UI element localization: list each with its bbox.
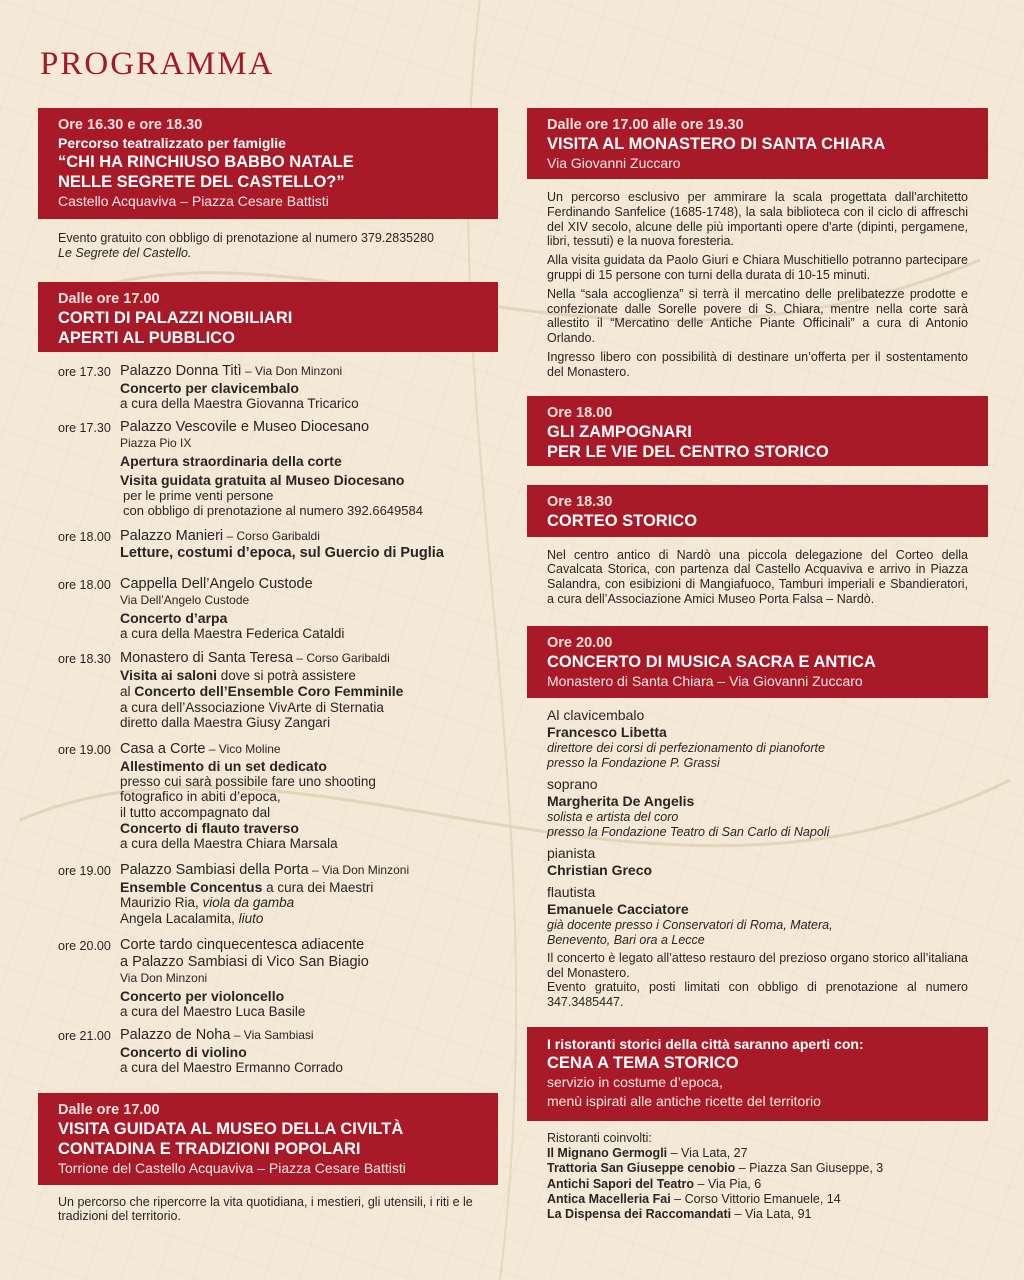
activity-detail: diretto dalla Maestra Giusy Zangari	[120, 715, 331, 731]
event-header-concerto	[527, 626, 988, 698]
performer-role: pianista	[547, 844, 596, 861]
restaurant-list	[527, 1131, 988, 1222]
performer-name: Margherita De Angelis	[547, 792, 695, 809]
performer-role: Al clavicembalo	[547, 706, 645, 723]
activity-detail: presso cui sarà possibile fare uno shooting	[120, 773, 376, 789]
event-detail: servizio in costume d’epoca,	[547, 1073, 723, 1090]
event-description: Un percorso che ripercorre la vita quotidiana, i mestieri, gli utensili, i riti e le tradizioni del territorio.	[58, 1194, 473, 1224]
performer-name: Emanuele Cacciatore	[547, 900, 689, 917]
restaurant-name: Antica Macelleria Fai	[547, 1191, 671, 1206]
event-title-line: CONTADINA E TRADIZIONI POPOLARI	[58, 1139, 361, 1158]
event-detail: menù ispirati alle antiche ricette del territorio	[547, 1092, 821, 1109]
restaurant-list-label: Ristoranti coinvolti:	[547, 1130, 652, 1145]
performer-description: direttore dei corsi di perfezionamento di pianoforte	[547, 740, 825, 755]
list-item	[547, 1177, 968, 1192]
performer-name: Maurizio Ria,	[120, 895, 203, 911]
event-time: ore 21.00	[58, 1028, 111, 1043]
event-header-santa-chiara	[527, 108, 988, 179]
event-time: ore 19.00	[58, 863, 111, 878]
performer-role: soprano	[547, 775, 598, 792]
event-time: Ore 20.00	[547, 634, 613, 651]
performer-item	[527, 776, 988, 840]
list-item	[547, 1192, 968, 1207]
event-description: Un percorso esclusivo per ammirare la scala progettata dall'architetto Ferdinando Sanfelice (1685-1748), la sala biblioteca con il ciclo di affreschi del XIV secolo, alcune delle più importanti opere d'arte (dipinti, pergamene, libri, tessuti) e la nuova foresteria.	[547, 190, 968, 249]
street-name: – Via Don Minzoni	[308, 862, 410, 877]
event-note-italic: Le Segrete del Castello.	[58, 245, 192, 260]
event-location: Torrione del Castello Acquaviva – Piazza Cesare Battisti	[58, 1159, 406, 1176]
list-item	[38, 528, 498, 576]
event-header-family-show	[38, 108, 498, 219]
event-description: Evento gratuito, posti limitati con obbligo di prenotazione al numero 347.3485447.	[547, 980, 968, 1010]
list-item	[38, 741, 498, 862]
performer-name: Christian Greco	[547, 861, 653, 878]
event-time: Dalle ore 17.00	[58, 1101, 160, 1118]
event-time: ore 19.00	[58, 742, 111, 757]
list-item	[547, 1161, 968, 1176]
event-time: ore 17.30	[58, 364, 111, 379]
performer-description: presso la Fondazione P. Grassi	[547, 755, 720, 770]
activity-title: Concerto d’arpa	[120, 609, 228, 626]
performer-role: flautista	[547, 883, 596, 900]
street-name: – Corso Garibaldi	[293, 650, 390, 665]
performer-name: Francesco Libetta	[547, 723, 667, 740]
street-name: – Corso Garibaldi	[223, 528, 320, 543]
activity-detail: dove si potrà assistere	[217, 667, 356, 683]
event-description: Il concerto è legato all’atteso restauro del prezioso organo storico all’italiana del Monastero.	[547, 950, 968, 980]
list-item	[38, 862, 498, 937]
activity-title: Visita ai saloni	[120, 666, 218, 683]
list-item	[38, 363, 498, 419]
street-name: Via Dell’Angelo Custode	[120, 592, 250, 607]
event-subtitle: Percorso teatralizzato per famiglie	[58, 135, 286, 151]
restaurant-address: – Via Lata, 27	[667, 1146, 748, 1161]
activity-detail: il tutto accompagnato dal	[120, 804, 271, 820]
street-name: Via Don Minzoni	[120, 970, 208, 985]
event-description: Nel centro antico di Nardò una piccola delegazione del Corteo della Cavalcata Storica, con partenza dal Castello Acquaviva e arrivo in Piazza Salandra, con esibizioni di Mangiafuoco, Tamburi imperiali e Sbandieratori, a cura dell’Associazione Amici Museo Porta Falsa – Nardò.	[547, 547, 968, 606]
place-name: Cappella Dell’Angelo Custode	[120, 575, 313, 592]
activity-title: Visita guidata gratuita al Museo Diocesano	[120, 471, 405, 488]
place-name: a Palazzo Sambiasi di Vico San Biagio	[120, 953, 369, 970]
performer-description: solista e artista del coro	[547, 809, 679, 824]
event-title-line: NELLE SEGRETE DEL CASTELLO?”	[58, 173, 345, 191]
activity-detail: a cura della Maestra Giovanna Tricarico	[120, 395, 359, 411]
performer-description: presso la Fondazione Teatro di San Carlo di Napoli	[547, 824, 830, 839]
performer-name: Angela Lacalamita,	[120, 910, 239, 926]
event-time: Ore 16.30 e ore 18.30	[58, 117, 203, 133]
activity-title: Concerto per violoncello	[120, 987, 285, 1004]
event-time: Ore 18.30	[547, 493, 613, 510]
event-time: ore 20.00	[58, 938, 111, 953]
activity-detail: per le prime venti persone	[123, 487, 274, 503]
performer-item	[527, 845, 988, 879]
event-description: Alla visita guidata da Paolo Giuri e Chiara Muschitiello potranno partecipare gruppi di 15 persone con turni della durata di 10-15 minuti.	[547, 253, 968, 282]
event-intro: I ristoranti storici della città saranno aperti con:	[547, 1035, 864, 1052]
restaurant-address: – Via Pia, 6	[694, 1176, 762, 1191]
activity-title: Concerto per clavicembalo	[120, 379, 299, 396]
list-item	[38, 650, 498, 741]
street-name: – Via Sambiasi	[230, 1027, 314, 1042]
event-title-line: GLI ZAMPOGNARI	[547, 422, 692, 441]
place-name: Palazzo Manieri	[120, 527, 224, 544]
activity-title: Allestimento di un set dedicato	[120, 757, 327, 774]
event-time: ore 18.00	[58, 577, 111, 592]
activity-detail: a cura dei Maestri	[262, 879, 374, 895]
event-title-line: APERTI AL PUBBLICO	[58, 328, 235, 347]
activity-detail: con obbligo di prenotazione al numero 392.6649584	[123, 502, 423, 518]
street-name: – Vico Moline	[205, 741, 281, 756]
list-item	[38, 1027, 498, 1093]
event-time: Dalle ore 17.00 alle ore 19.30	[547, 117, 744, 133]
restaurant-address: – Corso Vittorio Emanuele, 14	[670, 1191, 841, 1206]
activity-title: Apertura straordinaria della corte	[120, 452, 342, 469]
list-item	[38, 419, 498, 528]
event-location: Monastero di Santa Chiara – Via Giovanni Zuccaro	[547, 672, 863, 689]
activity-title: Ensemble Concentus	[120, 878, 263, 895]
activity-detail: a cura della Maestra Federica Cataldi	[120, 625, 345, 641]
restaurant-address: – Piazza San Giuseppe, 3	[735, 1161, 884, 1176]
event-title: CORTEO STORICO	[547, 511, 698, 530]
list-item	[38, 576, 498, 650]
restaurant-address: – Via Lata, 91	[731, 1206, 812, 1221]
event-title: VISITA AL MONASTERO DI SANTA CHIARA	[547, 135, 886, 153]
performer-item	[527, 707, 988, 771]
performer-item	[527, 884, 988, 948]
place-name: Palazzo de Noha	[120, 1026, 231, 1043]
activity-detail: fotografico in abiti d’epoca,	[120, 789, 281, 805]
list-item	[547, 1207, 968, 1222]
street-name: – Via Don Minzoni	[241, 363, 343, 378]
street-name: Piazza Pio IX	[120, 435, 192, 450]
performer-instrument: liuto	[238, 910, 264, 926]
performer-description: Benevento, Bari ora a Lecce	[547, 932, 705, 947]
activity-title: Concerto di flauto traverso	[120, 820, 299, 837]
left-column	[38, 108, 498, 1224]
event-header-zampognari	[527, 396, 988, 466]
event-title: CONCERTO DI MUSICA SACRA E ANTICA	[547, 652, 876, 671]
activity-detail: a cura del Maestro Ermanno Corrado	[120, 1059, 343, 1075]
restaurant-name: Trattoria San Giuseppe cenobio	[547, 1161, 736, 1176]
event-header-palazzi	[38, 282, 498, 352]
event-time: Dalle ore 17.00	[58, 290, 160, 307]
event-description: Ingresso libero con possibilità di destinare un’offerta per il sostentamento del Monastero.	[547, 349, 968, 379]
event-time: ore 18.00	[58, 529, 111, 544]
list-item	[38, 937, 498, 1027]
event-header-museum	[38, 1093, 498, 1185]
place-name: Palazzo Donna Titì	[120, 362, 242, 379]
activity-title: Letture, costumi d’epoca, sul Guercio di Puglia	[120, 544, 444, 561]
activity-detail: a cura della Maestra Chiara Marsala	[120, 836, 338, 852]
event-title-line: PER LE VIE DEL CENTRO STORICO	[547, 442, 829, 461]
activity-title: Concerto di violino	[120, 1043, 247, 1060]
event-note: Evento gratuito con obbligo di prenotazione al numero 379.2835280	[58, 231, 434, 245]
event-time: ore 18.30	[58, 651, 111, 666]
event-header-cena	[527, 1027, 988, 1121]
event-location: Castello Acquaviva – Piazza Cesare Battisti	[58, 193, 329, 209]
event-title: CENA A TEMA STORICO	[547, 1053, 739, 1072]
activity-title: Concerto dell’Ensemble Coro Femminile	[134, 683, 404, 700]
event-title-line: VISITA GUIDATA AL MUSEO DELLA CIVILTÀ	[58, 1119, 404, 1138]
place-name: Palazzo Vescovile e Museo Diocesano	[120, 418, 370, 435]
restaurant-name: Il Mignano Germogli	[547, 1146, 668, 1161]
page-title: PROGRAMMA	[40, 46, 275, 82]
event-location: Via Giovanni Zuccaro	[547, 155, 681, 171]
event-description: Nella “sala accoglienza” si terrà il mercatino delle prelibatezze prodotte e confezionate dalle Sorelle povere di S. Chiara, mentre nella corte sarà allestito il “Mercatino delle Antiche Piante Officinali” a cura di Antonio Orlando.	[547, 286, 968, 346]
event-time: Ore 18.00	[547, 404, 613, 421]
performer-description: già docente presso i Conservatori di Roma, Matera,	[547, 917, 833, 932]
place-name: Palazzo Sambiasi della Porta	[120, 861, 309, 878]
activity-detail: al	[120, 684, 135, 700]
event-time: ore 17.30	[58, 420, 111, 435]
right-column	[527, 108, 988, 1222]
place-name: Monastero di Santa Teresa	[120, 649, 294, 666]
event-title-line: “CHI HA RINCHIUSO BABBO NATALE	[58, 153, 354, 171]
performer-instrument: viola da gamba	[202, 895, 295, 911]
activity-detail: a cura del Maestro Luca Basile	[120, 1003, 306, 1019]
place-name: Casa a Corte	[120, 740, 206, 757]
event-title-line: CORTI DI PALAZZI NOBILIARI	[58, 308, 293, 327]
restaurant-name: La Dispensa dei Raccomandati	[547, 1206, 732, 1221]
event-header-corteo	[527, 485, 988, 537]
list-item	[547, 1146, 968, 1161]
activity-detail: a cura dell’Associazione VivArte di Sternatia	[120, 699, 384, 715]
restaurant-name: Antichi Sapori del Teatro	[547, 1176, 695, 1191]
place-name: Corte tardo cinquecentesca adiacente	[120, 936, 365, 953]
